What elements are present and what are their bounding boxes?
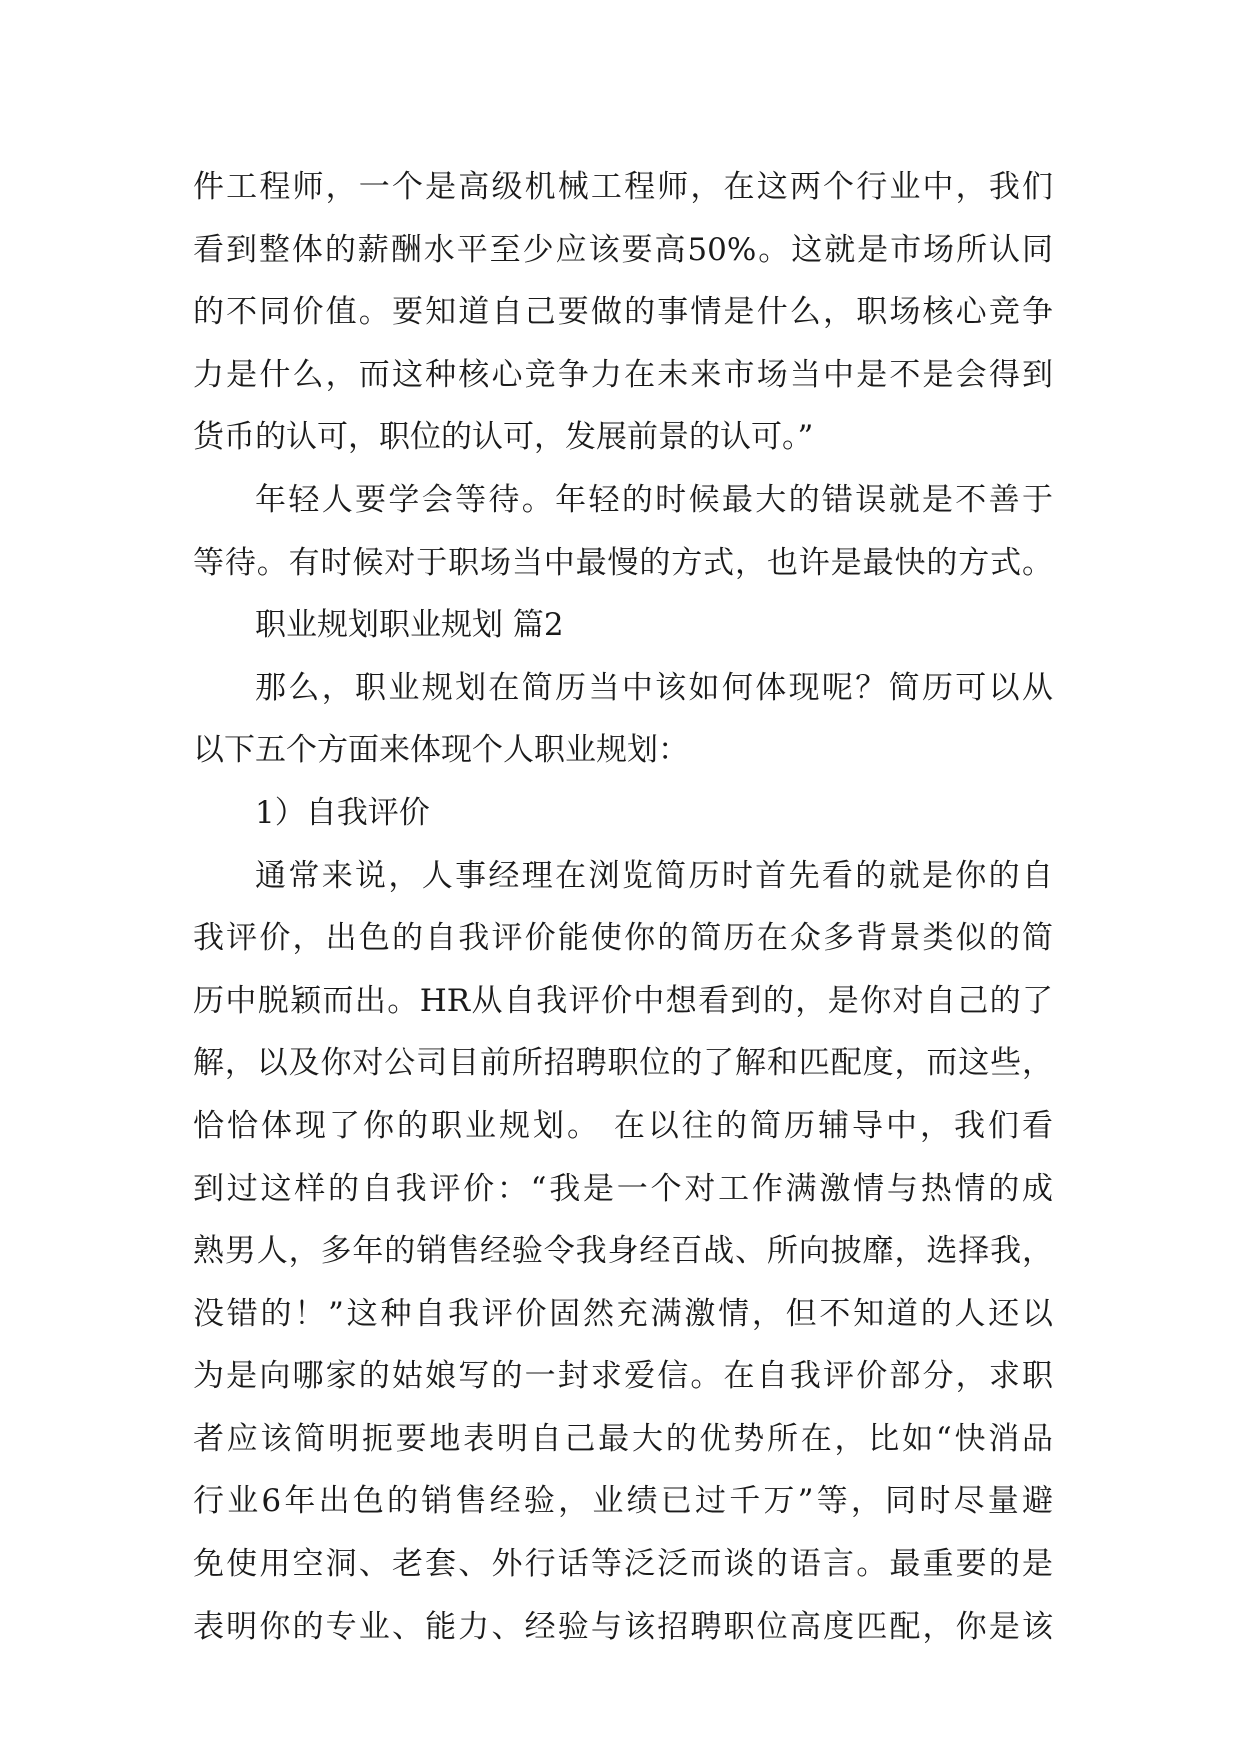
- text-line-5: 货币的认可，职位的认可，发展前景的认可。”: [193, 419, 814, 456]
- text-line-20: 为是向哪家的姑娘写的一封求爱信。在自我评价部分，求职: [193, 1358, 1053, 1395]
- text-line-19: 没错的！”这种自我评价固然充满激情，但不知道的人还以: [193, 1295, 1053, 1332]
- text-line-24: 表明你的专业、能力、经验与该招聘职位高度匹配，你是该: [193, 1608, 1053, 1645]
- body-text: [193, 156, 1053, 1658]
- text-line-23: 免使用空洞、老套、外行话等泛泛而谈的语言。最重要的是: [193, 1546, 1053, 1583]
- section-heading: 职业规划职业规划 篇2: [255, 607, 564, 644]
- subsection-heading: 1）自我评价: [255, 794, 430, 831]
- text-line-6: 年轻人要学会等待。年轻的时候最大的错误就是不善于: [255, 481, 1053, 518]
- text-line-16: 恰恰体现了你的职业规划。 在以往的简历辅导中，我们看: [193, 1107, 1053, 1144]
- text-line-12: 通常来说，人事经理在浏览简历时首先看的就是你的自: [255, 857, 1053, 894]
- text-line-7: 等待。有时候对于职场当中最慢的方式，也许是最快的方式。: [193, 544, 1053, 581]
- text-line-14: 历中脱颖而出。HR从自我评价中想看到的，是你对自己的了: [193, 982, 1053, 1019]
- text-line-10: 以下五个方面来体现个人职业规划：: [193, 732, 689, 769]
- text-line-13: 我评价，出色的自我评价能使你的简历在众多背景类似的简: [193, 920, 1053, 957]
- text-line-21: 者应该简明扼要地表明自己最大的优势所在，比如“快消品: [193, 1420, 1053, 1457]
- text-line-2: 看到整体的薪酬水平至少应该要高50%。这就是市场所认同: [193, 231, 1053, 268]
- text-line-3: 的不同价值。要知道自己要做的事情是什么，职场核心竞争: [193, 294, 1053, 331]
- text-line-22: 行业6年出色的销售经验，业绩已过千万”等，同时尽量避: [193, 1483, 1053, 1520]
- text-line-15: 解，以及你对公司目前所招聘职位的了解和匹配度，而这些，: [193, 1045, 1053, 1082]
- text-line-18: 熟男人，多年的销售经验令我身经百战、所向披靡，选择我，: [193, 1233, 1053, 1270]
- text-line-1: 件工程师，一个是高级机械工程师，在这两个行业中，我们: [193, 169, 1053, 205]
- text-line-9: 那么，职业规划在简历当中该如何体现呢？简历可以从: [255, 669, 1053, 706]
- text-line-17: 到过这样的自我评价：“我是一个对工作满激情与热情的成: [193, 1170, 1053, 1207]
- text-line-4: 力是什么，而这种核心竞争力在未来市场当中是不是会得到: [193, 356, 1053, 393]
